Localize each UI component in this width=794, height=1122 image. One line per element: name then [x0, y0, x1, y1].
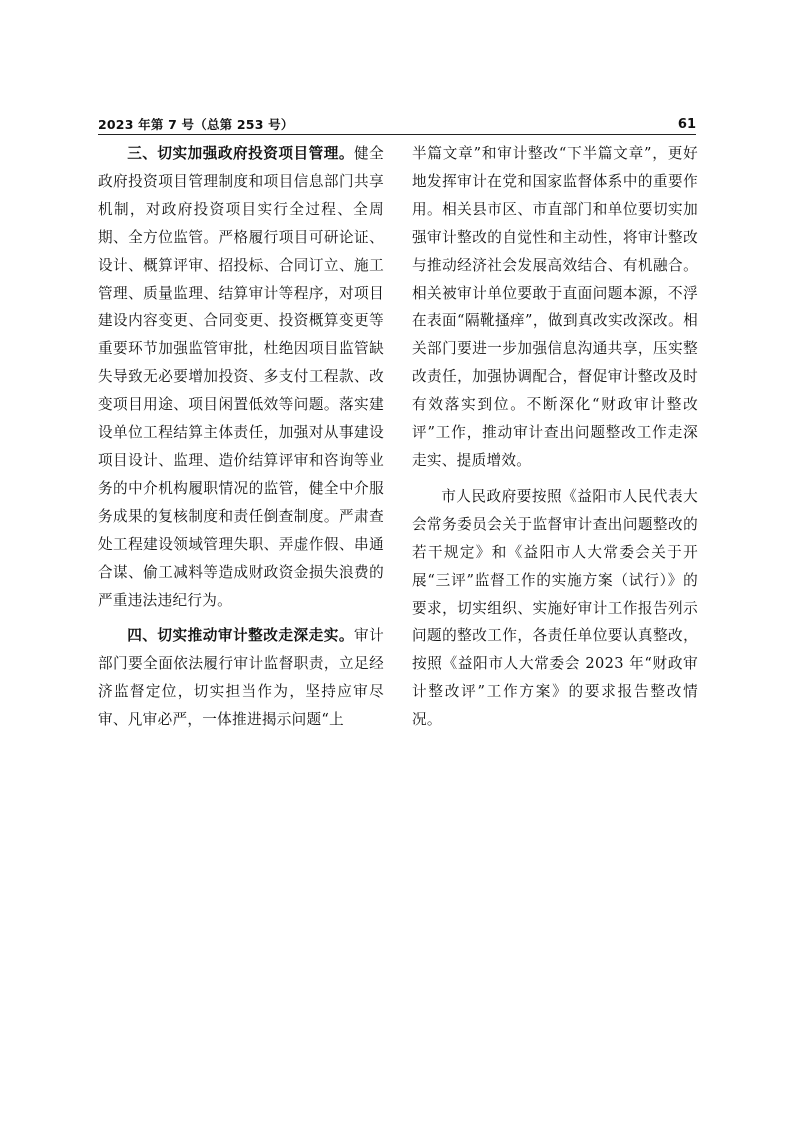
page-number: 61	[677, 117, 696, 132]
header-rule	[98, 134, 696, 135]
closing-paragraph: 市人民政府要按照《益阳市人民代表大会常务委员会关于监督审计查出问题整改的若干规定》和《益阳市人大常委会关于开展“三评”监督工作的实施方案（试行）》的要求，切实组织、实施好审计工作报告列示问题的整改工作，各责任单位要认真整改，按照《益阳市人大常委会 2023 年“财政审计整改评”工作方案》的要求报告整改情况。	[412, 487, 698, 729]
page-header	[98, 116, 696, 136]
left-column	[98, 140, 384, 734]
section-4-paragraph	[98, 622, 384, 734]
section-4-text: 审计部门要全面依法履行审计监督职责，立足经济监督定位，切实担当作为，坚持应审尽审、凡审必严，一体推进揭示问题“上	[98, 627, 384, 729]
section-3-paragraph	[98, 140, 384, 614]
section-4-continuation: 半篇文章”和审计整改“下半篇文章”，更好地发挥审计在党和国家监督体系中的重要作用。相关县市区、市直部门和单位要切实加强审计整改的自觉性和主动性，将审计整改与推动经济社会发展高效结合、有机融合。相关被审计单位要敢于直面问题本源，不浮在表面“隔靴搔痒”，做到真改实改深改。相关部门要进一步加强信息沟通共享，压实整改责任，加强协调配合，督促审计整改及时有效落实到位。不断深化“财政审计整改评”工作，推动审计查出问题整改工作走深走实、提质增效。	[412, 145, 698, 469]
right-column	[412, 140, 698, 734]
section-3-text: 健全政府投资项目管理制度和项目信息部门共享机制，对政府投资项目实行全过程、全周期、全方位监管。严格履行项目可研论证、设计、概算评审、招投标、合同订立、施工管理、质量监理、结算审计等程序，对项目建设内容变更、合同变更、投资概算变更等重要环节加强监管审批，杜绝因项目监管缺失导致无必要增加投资、多支付工程款、改变项目用途、项目闲置低效等问题。落实建设单位工程结算主体责任，加强对从事建设项目设计、监理、造价结算评审和咨询等业务的中介机构履职情况的监管，健全中介服务成果的复核制度和责任倒查制度。严肃查处工程建设领域管理失职、弄虚作假、串通合谋、偷工减料等造成财政资金损失浪费的严重违法违纪行为。	[98, 145, 384, 609]
section-4-heading: 四、切实推动审计整改走深走实。	[127, 627, 354, 645]
issue-label: 2023 年第 7 号（总第 253 号）	[98, 117, 294, 132]
section-3-heading: 三、切实加强政府投资项目管理。	[127, 145, 354, 162]
